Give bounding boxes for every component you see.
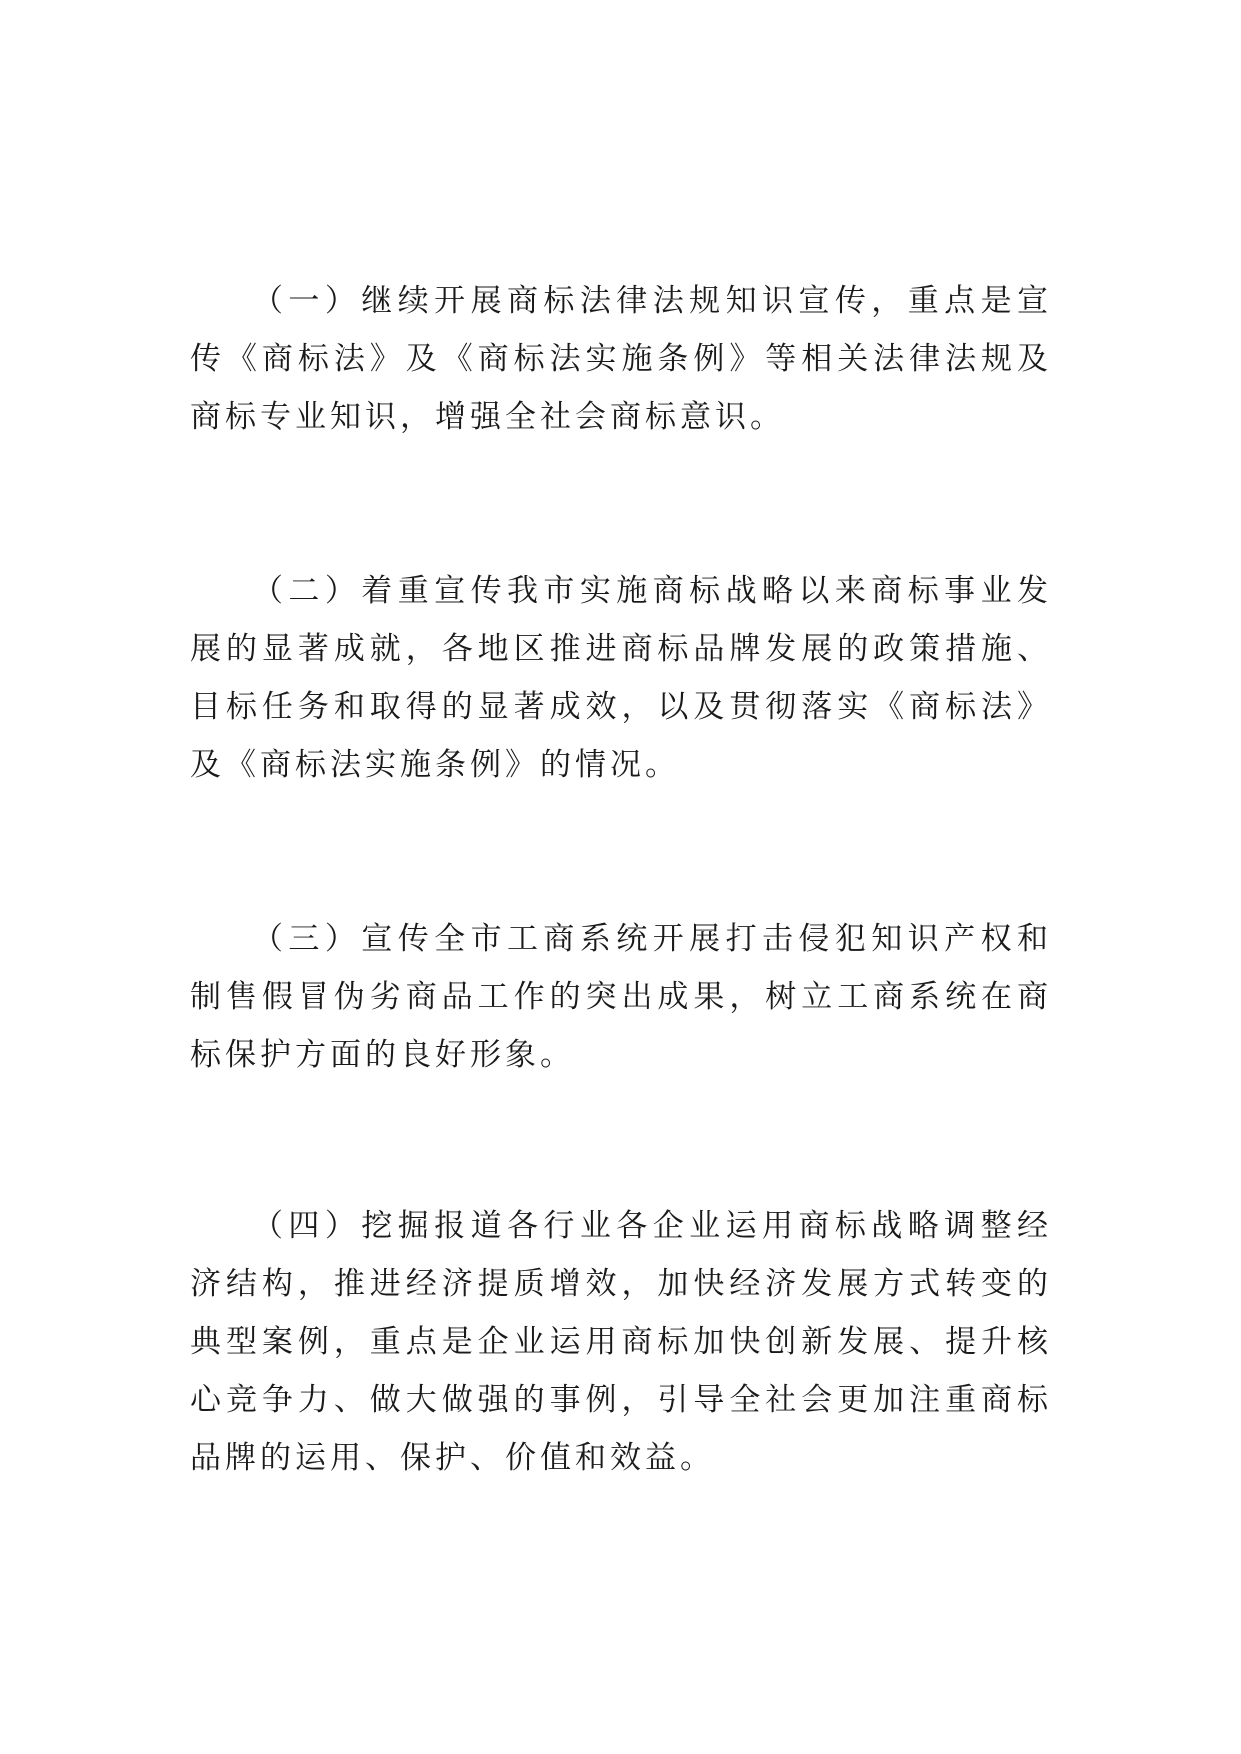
paragraph-3: （三）宣传全市工商系统开展打击侵犯知识产权和制售假冒伪劣商品工作的突出成果，树立工商系统在商标保护方面的良好形象。 [190, 921, 1052, 1073]
paragraph-2: （二）着重宣传我市实施商标战略以来商标事业发展的显著成就，各地区推进商标品牌发展的政策措施、目标任务和取得的显著成效，以及贯彻落实《商标法》及《商标法实施条例》的情况。 [190, 573, 1052, 783]
paragraph-4: （四）挖掘报道各行业各企业运用商标战略调整经济结构，推进经济提质增效，加快经济发展方式转变的典型案例，重点是企业运用商标加快创新发展、提升核心竞争力、做大做强的事例，引导全社会更加注重商标品牌的运用、保护、价值和效益。 [190, 1208, 1052, 1476]
paragraph-1: （一）继续开展商标法律法规知识宣传，重点是宣传《商标法》及《商标法实施条例》等相关法律法规及商标专业知识，增强全社会商标意识。 [190, 283, 1052, 435]
